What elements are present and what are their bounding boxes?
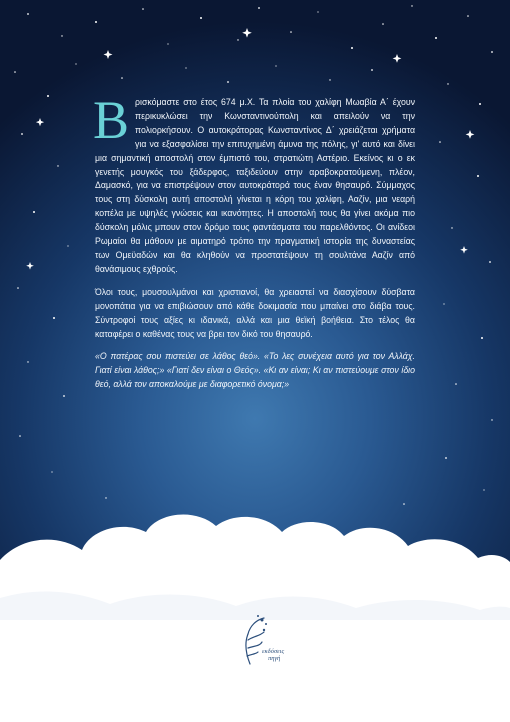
publisher-name-line1: εκδόσεις	[262, 648, 285, 655]
dropcap-letter: Β	[93, 90, 130, 150]
paragraph-intro-text: ρισκόμαστε στο έτος 674 μ.Χ. Τα πλοία του χαλίφη Μωαβία Α΄ έχουν περικυκλώσει την Κωνσταντινούπολη και απειλούν να την πολιορκήσουν. Ο αυτοκράτορας Κωνσταντίνος Δ΄ χρειάζεται χρήματα για να εξασφαλίσει την επιτυχημένη άμυνα της πόλης, γι' αυτό και δίνει μια σημαντική αποστολή στον έμπιστό του, στρατιώτη Αστέριο. Εκείνος κι ο εκ γενετής μουγκός του ξάδερφος, ταξιδεύουν στην αραβοκρατούμενη, πλέον, Δαμασκό, για να επιστρέψουν στον αυτοκράτορά τους έναν θησαυρό. Σύμμαχος τους στη δύσκολη αυτή αποστολή γίνεται η κόρη του χαλίφη, Ααζίν, μια νεαρή κοπέλα με υψηλές γνώσεις και ικανότητες. Η αποστολή τους θα γίνει ακόμα πιο δύσκολη μόλις μπουν στον δρόμο τους φαντάσματα του παρελθόντος. Οι ανίδεοι Ρωμαίοι θα μάθουν με αιματηρό τρόπο την πραγματική ιστορία της δυναστείας των Ομεϋαδών και θα κληθούν να προστατέψουν τη σουλτάνα Ααζίν από θανάσιμους εχθρούς.	[95, 97, 415, 274]
paragraph-journey: Όλοι τους, μουσουλμάνοι και χριστιανοί, θα χρειαστεί να διασχίσουν δύσβατα μονοπάτια για να επιβιώσουν από κάθε δοκιμασία που μπαίνει στο διάβα τους. Σύντροφοί τους αξίες κι ιδανικά, αλλά και μια θεϊκή βοήθεια. Στο τέλος θα καταφέρει ο καθένας τους να βρει τον δικό του θησαυρό.	[95, 286, 415, 339]
publisher-name-line2: πηγή	[268, 655, 281, 662]
dialogue-quote: «Ο πατέρας σου πιστεύει σε λάθος θεό». «Το λες συνέχεια αυτό για τον Αλλάχ. Γιατί είναι λάθος;» «Γιατί δεν είναι ο Θεός». «Κι αν είναι; Κι αν πιστεύουμε στον ίδιο θεό, αλλά τον αποκαλούμε με διαφορετικό όνομα;»	[95, 351, 415, 390]
